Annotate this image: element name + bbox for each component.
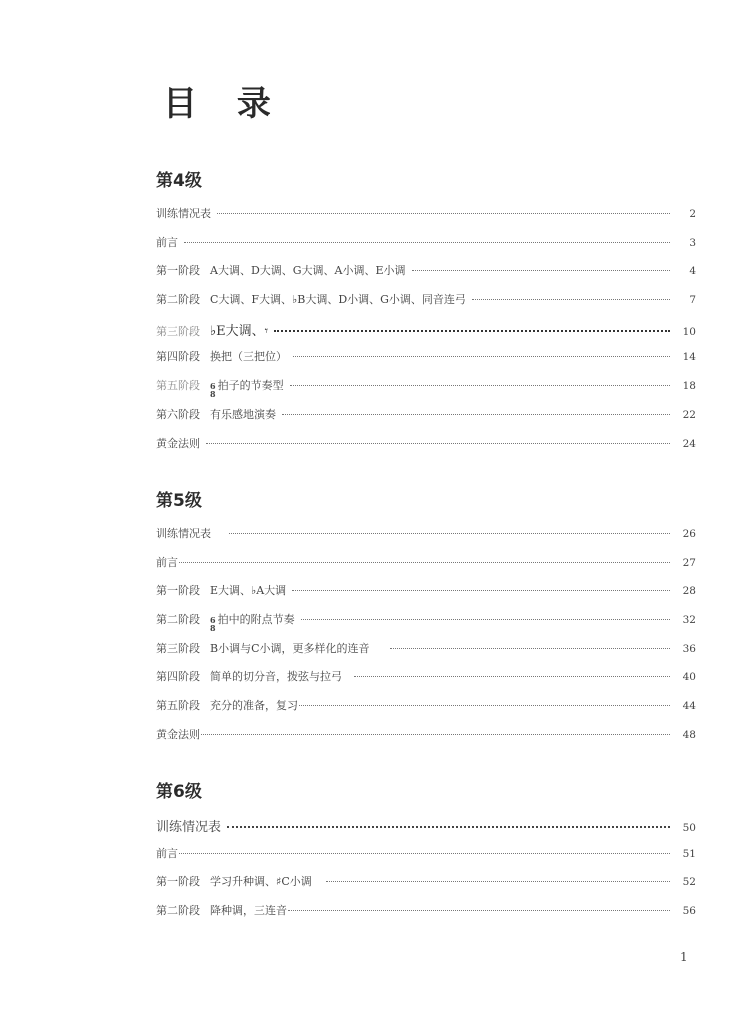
page-number: 22	[682, 408, 696, 421]
toc-entry[interactable]	[156, 377, 696, 406]
dot-leader	[292, 590, 670, 591]
page-number: 56	[682, 905, 696, 918]
entry-title: 拍子的节奏型	[217, 379, 284, 393]
page-number: 24	[682, 437, 696, 450]
toc-entry[interactable]	[156, 668, 696, 697]
entry-title: E大调、♭A大调	[210, 584, 287, 598]
page-number: 4	[689, 265, 696, 278]
toc-entry[interactable]	[156, 697, 696, 726]
stage-label: 第五阶段	[156, 699, 200, 713]
page-number: 28	[682, 585, 696, 598]
page-folio: 1	[680, 950, 688, 964]
dot-leader	[229, 533, 670, 534]
dot-leader	[227, 826, 670, 828]
dot-leader	[206, 443, 670, 444]
level-section	[156, 170, 696, 463]
entry-title: 黄金法则	[156, 436, 200, 450]
time-signature: 6 8	[210, 615, 216, 634]
page-number: 7	[689, 294, 696, 307]
dot-leader	[288, 910, 670, 911]
page-number: 18	[682, 380, 696, 393]
time-signature: 6 8	[210, 381, 216, 400]
entry-title: 训练情况表	[156, 207, 211, 220]
entry-title: 训练情况表	[156, 527, 211, 540]
stage-label: 第三阶段	[156, 324, 200, 338]
dot-leader	[412, 270, 670, 271]
dot-leader	[293, 356, 670, 357]
page-title: 目 录	[163, 84, 285, 124]
entry-title: 充分的准备，复习	[210, 699, 298, 713]
stage-label: 第二阶段	[156, 293, 200, 307]
entry-title: B小调与C小调，更多样化的连音	[210, 641, 370, 655]
stage-label: 第一阶段	[156, 264, 200, 278]
toc-entry[interactable]	[156, 554, 696, 583]
dot-leader	[184, 242, 670, 243]
toc-entry[interactable]	[156, 234, 696, 263]
dot-leader	[301, 619, 670, 620]
level-section	[156, 781, 696, 931]
dot-leader	[179, 562, 670, 563]
dot-leader	[217, 213, 670, 214]
level-heading: 第6级	[156, 782, 202, 802]
entry-title: A大调、D大调、G大调、A小调、E小调	[210, 264, 406, 278]
stage-label: 第四阶段	[156, 670, 200, 684]
entry-title: 前言	[156, 846, 178, 860]
stage-label: 第六阶段	[156, 407, 200, 421]
page-number: 52	[682, 876, 696, 889]
dot-leader	[390, 648, 671, 649]
stage-label: 第二阶段	[156, 904, 200, 918]
toc-entry[interactable]	[156, 582, 696, 611]
stage-label: 第四阶段	[156, 350, 200, 364]
page-number: 51	[682, 847, 696, 860]
stage-label: 第五阶段	[156, 379, 200, 393]
page-number: 14	[682, 351, 696, 364]
entry-title: C大调、F大调、♭B大调、D小调、G小调、同音连弓	[210, 293, 466, 307]
page-number: 2	[689, 208, 696, 220]
level-heading: 第4级	[156, 171, 202, 191]
entry-title: 简单的切分音，拨弦与拉弓	[210, 670, 342, 684]
level-heading: 第5级	[156, 491, 202, 511]
page-number: 27	[682, 556, 696, 569]
toc-entry[interactable]	[156, 348, 696, 377]
toc-entry[interactable]	[156, 406, 696, 435]
stage-label: 第一阶段	[156, 584, 200, 598]
page-number: 48	[682, 728, 696, 741]
stage-label: 第二阶段	[156, 613, 200, 627]
entry-title: 黄金法则	[156, 727, 200, 741]
page-number: 32	[682, 614, 696, 627]
toc-entry[interactable]	[156, 726, 696, 755]
entry-title: 换把（三把位）	[210, 350, 287, 364]
toc-entry[interactable]	[156, 525, 696, 554]
toc-entry[interactable]	[156, 611, 696, 640]
page-number: 10	[682, 325, 696, 338]
page-number: 36	[682, 642, 696, 655]
entry-title: 拍中的附点节奏	[217, 613, 295, 627]
toc-entry[interactable]	[156, 320, 696, 349]
dot-leader	[472, 299, 670, 300]
entry-title: 有乐感地演奏	[210, 407, 276, 421]
toc-entry[interactable]	[156, 845, 696, 874]
entry-title: 降种调，三连音	[210, 904, 287, 918]
toc-entry[interactable]	[156, 435, 696, 464]
toc-entry[interactable]	[156, 640, 696, 669]
toc-entry[interactable]	[156, 902, 696, 931]
dot-leader	[179, 853, 670, 854]
level-section	[156, 490, 696, 755]
page-number: 26	[682, 528, 696, 540]
entry-title: 学习升种调、♯C小调	[210, 875, 312, 889]
dot-leader	[354, 676, 670, 677]
entry-title: 训练情况表	[156, 820, 222, 835]
stage-label: 第一阶段	[156, 875, 200, 889]
dot-leader	[290, 385, 670, 386]
dot-leader	[326, 881, 670, 882]
page-number: 40	[682, 671, 696, 684]
toc-entry[interactable]	[156, 291, 696, 320]
toc-entry[interactable]	[156, 816, 696, 845]
page-number: 44	[682, 700, 696, 713]
toc-entry[interactable]	[156, 205, 696, 234]
page-number: 3	[689, 236, 696, 249]
page-number: 50	[682, 822, 696, 834]
dot-leader	[201, 734, 670, 735]
toc-entry[interactable]	[156, 873, 696, 902]
dot-leader	[299, 705, 670, 706]
entry-title: 前言	[156, 555, 178, 569]
dot-leader	[274, 330, 670, 332]
entry-title: 前言	[156, 235, 178, 249]
entry-title: ♭E大调、𝄾	[210, 323, 269, 339]
toc-entry[interactable]	[156, 262, 696, 291]
stage-label: 第三阶段	[156, 641, 200, 655]
dot-leader	[282, 414, 670, 415]
